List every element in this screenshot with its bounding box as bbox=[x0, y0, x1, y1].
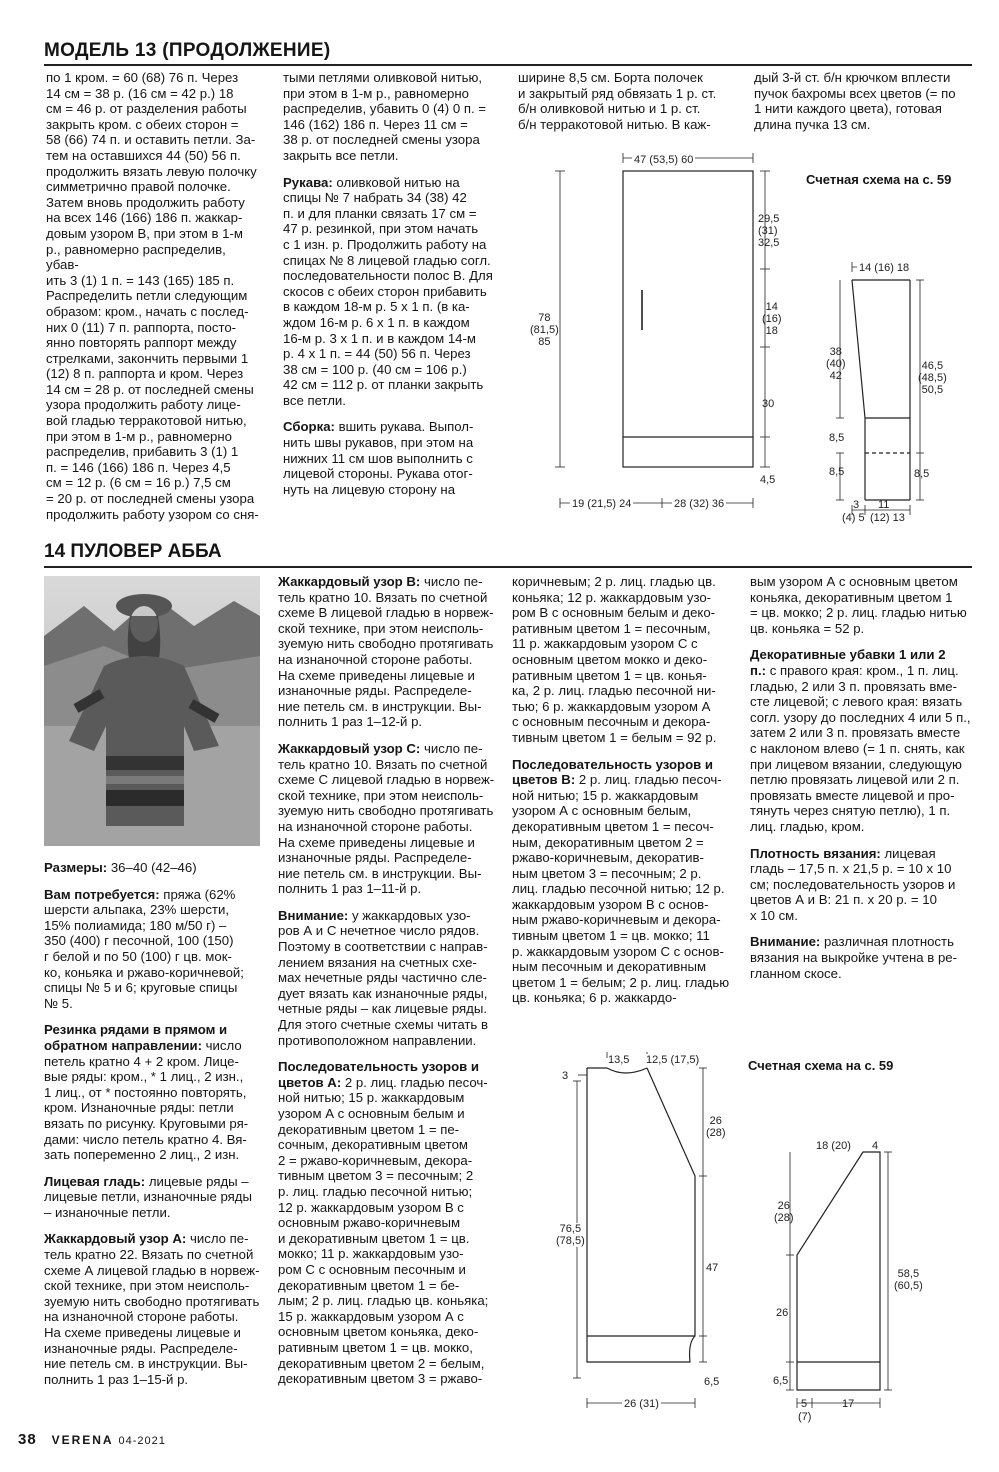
diag4-left-2: 26 bbox=[776, 1307, 789, 1319]
issue-number: 04-2021 bbox=[118, 1435, 166, 1447]
sleeve-pattern-diagram-top bbox=[820, 255, 930, 525]
jacquard-a-text: число пе- тель кратно 22. Вязать по счетной схеме А лицевой гладью в норвеж- ской технике, при этом неисполь- зуемую нить свободно протягивать на изнаночной стороне работы. На схеме приведены лицевые и изнаночные ряды. Распределе- ние петель см. в инструкции. Вы- полнить 1 раз 1–15-й р. bbox=[44, 1231, 260, 1387]
diag1-top-width: 47 (53,5) 60 bbox=[634, 154, 694, 166]
diag4-right: 58,5 (60,5) bbox=[894, 1268, 923, 1292]
diag2-right: 46,5 (48,5) 50,5 bbox=[918, 360, 947, 396]
sequence-b-heading: Последовательность узоров и цветов В: bbox=[512, 756, 714, 788]
model-photo-illustration bbox=[44, 576, 260, 846]
diag3-top-1: 3 bbox=[562, 1070, 569, 1082]
decreases-paragraph bbox=[750, 647, 972, 834]
sequence-a-continued: коричневым; 2 р. лиц. гладью цв. коньяка; 12 р. жаккардовым узо- ром В с основным белым и деко- ративным цветом 1 = песочным, 11 р. жаккардовым узором С с основным цветом мокко и деко- ративным цветом 1 = цв. конья- ка, 2 р. лиц. гладью песочной ни- тью; 6 р. жаккардовым узором А с основным песочным и декора- тивным цветом 1 = белым = 92 р. bbox=[512, 574, 717, 745]
diag3-top-3: 12,5 (17,5) bbox=[646, 1054, 700, 1066]
magazine-name: VERENA bbox=[51, 1433, 114, 1447]
diag2-bottom-2-sub: (12) 13 bbox=[870, 512, 905, 524]
schema-reference-bottom: Счетная схема на с. 59 bbox=[748, 1058, 894, 1073]
materials-text: пряжа (62% шерсти альпака, 23% шерсти, 15% полиамида; 180 м/50 г) – 350 (400) г песочной, 100 (150) г белой и по 50 (100) г цв. мок- ко, коньяка и ржаво-коричневой; спицы № 5 и 6; круговые спицы № 5. bbox=[44, 886, 244, 1011]
sequence-a-paragraph bbox=[278, 1059, 500, 1386]
section-title-pullover: 14 ПУЛОВЕР АББА bbox=[44, 541, 222, 562]
jacquard-b-paragraph bbox=[278, 574, 500, 730]
diag2-bottom-2: 11 bbox=[878, 499, 890, 511]
bottom-column-4 bbox=[750, 574, 972, 992]
page-number: 38 bbox=[18, 1431, 37, 1448]
schema-reference-top: Счетная схема на с. 59 bbox=[806, 172, 952, 187]
density-text: лицевая гладь – 17,5 п. х 21,5 р. = 10 х 10 см; последовательность узоров и цветов А и В: 21 п. х 20 р. = 10 х 10 см. bbox=[750, 845, 956, 923]
diag3-right-3: 6,5 bbox=[704, 1376, 720, 1388]
rib-heading: Резинка рядами в прямом и обратном направлении: bbox=[44, 1022, 228, 1053]
top-col1-text: по 1 кром. = 60 (68) 76 п. Через 14 см = 38 р. (16 см = 42 р.) 18 см = 46 р. от разделения работы закрыть кром. с обеих сторон = 58 (66) 74 п. и оставить петли. За- тем на оставшихся 44 (50) 56 п. продолжить вязать левую полочку симметрично правой полочке. Затем вновь продолжить работу на всех 146 (166) 186 п. жаккар- довым узором В, при этом в 1-м р., равномерно распределив, убав- ить 3 (1) 1 п. = 143 (165) 185 п. Распределить петли следующим образом: кром., начать с послед- них 0 (11) 7 п. раппорта, посто- янно повторять раппорт между стрелками, закончить первыми 1 (12) 8 п. раппорта и кром. Через 14 см = 28 р. от последней смены узора продолжить работу лице- вой гладью терракотовой нитью, при этом в 1-м р., равномерно распределив, прибавить 3 (1) 1 п. = 146 (166) 186 п. Через 4,5 см = 12 р. (6 см = 16 р.) 7,5 см = 20 р. от последней смены узора продолжить работу узором со сня- bbox=[46, 70, 259, 522]
diag1-bottom-1: 19 (21,5) 24 bbox=[572, 498, 632, 510]
top-column-3 bbox=[518, 70, 740, 143]
diag2-left: 38 (40) 42 bbox=[826, 346, 846, 382]
diag1-right-4: 4,5 bbox=[760, 474, 776, 486]
diag4-bottom-1-sub: (7) bbox=[798, 1411, 812, 1423]
footer bbox=[18, 1431, 166, 1448]
bottom-column-2 bbox=[278, 574, 500, 1398]
assembly-heading: Сборка: bbox=[283, 419, 335, 435]
stockinette-paragraph bbox=[44, 1174, 266, 1221]
top-col4-text: дый 3-й ст. б/н крючком вплести пучок бахромы всех цветов (= по 1 нити каждого цвета), готовая длина пучка 13 см. bbox=[754, 70, 956, 132]
diag1-right-1: 29,5 (31) 32,5 bbox=[758, 213, 780, 249]
density-heading: Плотность вязания: bbox=[750, 845, 881, 861]
diag3-right-2: 47 bbox=[706, 1262, 719, 1274]
attention-2-heading: Внимание: bbox=[750, 934, 821, 950]
diag2-bottom-1-sub: (4) 5 bbox=[842, 512, 865, 524]
stockinette-heading: Лицевая гладь: bbox=[44, 1173, 146, 1189]
diag1-bottom-2: 28 (32) 36 bbox=[674, 498, 725, 510]
top-col3-text: ширине 8,5 см. Борта полочек и закрытый ряд обвязать 1 р. ст. б/н оливковой нитью и 1 р. ст. б/н терракотовой нитью. В каж- bbox=[518, 70, 717, 132]
header-rule bbox=[44, 64, 972, 66]
decreases-text: с правого края: кром., 1 п. лиц. гладью, 2 или 3 п. провязать вме- сте лицевой; с левого края: вязать согл. узору до последних 4 или 5 п., затем 2 или 3 п. провязать вместе с наклоном влево (= 1 п. снять, как при лицевом вязании, следующую петлю провязать лицевой или 2 п. провязать вместе лицевой и про- тянуть через снятую петлю), 1 п. лиц. гладью, кром. bbox=[750, 662, 971, 834]
body-pattern-diagram bbox=[520, 140, 790, 530]
sizes-heading: Размеры: bbox=[44, 860, 108, 875]
jacquard-c-paragraph bbox=[278, 741, 500, 897]
diag2-right-1: 8,5 bbox=[914, 468, 930, 480]
top-col2-text-a: тыми петлями оливковой нитью, при этом в 1-м р., равномерно распределив, убавить 0 (4) 0 п. = 146 (162) 186 п. Через 11 см = 38 р. от последней смены узора закрыть все петли. bbox=[283, 70, 486, 163]
attention-paragraph bbox=[278, 908, 500, 1048]
sizes-text: 36–40 (42–46) bbox=[107, 860, 197, 875]
attention-2-paragraph bbox=[750, 934, 972, 981]
bottom-column-1 bbox=[44, 860, 266, 1398]
diag3-right-1: 26 (28) bbox=[706, 1115, 726, 1139]
sequence-b-continued: вым узором А с основным цветом коньяка, декоративным цветом 1 = цв. мокко; 2 р. лиц. гладью нитью цв. коньяка = 52 р. bbox=[750, 574, 967, 636]
assembly-text: вшить рукава. Выпол- нить швы рукавов, при этом на нижних 11 см шов выполнить с лицевой стороны. Рукава отог- нуть на лицевую сторону на bbox=[283, 419, 474, 497]
assembly-paragraph bbox=[283, 419, 498, 497]
jacquard-b-text: число пе- тель кратно 10. Вязать по счетной схеме В лицевой гладью в норвеж- ской технике, при этом неисполь- зуемую нить свободно протягивать на изнаночной стороне работы. На схеме приведены лицевые и изнаночные ряды. Распределе- ние петель см. в инструкции. Вы- полнить 1 раз 1–12-й р. bbox=[278, 574, 494, 730]
sizes-paragraph bbox=[44, 860, 266, 876]
model-photo bbox=[44, 576, 260, 846]
section-rule bbox=[44, 566, 972, 568]
diag2-left-1: 8,5 bbox=[829, 432, 845, 444]
diag3-bottom: 26 (31) bbox=[624, 1398, 659, 1410]
diag2-left-2: 8,5 bbox=[829, 466, 845, 478]
rib-paragraph bbox=[44, 1022, 266, 1162]
sleeves-paragraph bbox=[283, 175, 498, 409]
sleeves-text: оливковой нитью на спицы № 7 набрать 34 (38) 42 п. и для планки связать 17 см = 47 р. резинкой, при этом начать с 1 изн. р. Продолжить работу на спицах № 8 лицевой гладью согл. последовательности полос В. Для скосов с обеих сторон прибавить в каждом 18-м р. 5 х 1 п. (в ка- ждом 16-м р. 6 х 1 п. в каждом 16-м р. 3 х 1 п. и в каждом 14-м р. 4 х 1 п. = 44 (50) 56 п. Через 38 см = 100 р. (40 см = 106 р.) 42 см = 112 р. от планки закрыть все петли. bbox=[283, 174, 493, 408]
diag3-top-2: 13,5 bbox=[608, 1054, 630, 1066]
top-column-2 bbox=[283, 70, 498, 508]
jacquard-c-heading: Жаккардовый узор С: bbox=[278, 740, 421, 756]
sequence-b-paragraph bbox=[512, 757, 734, 1007]
jacquard-c-text: число пе- тель кратно 10. Вязать по счетной схеме С лицевой гладью в норвеж- ской технике, при этом неисполь- зуемую нить свободно протягивать на изнаночной стороне работы. На схеме приведены лицевые и изнаночные ряды. Распределе- ние петель см. в инструкции. Вы- полнить 1 раз 1–11-й р. bbox=[278, 740, 495, 897]
diag2-top: 14 (16) 18 bbox=[859, 262, 910, 274]
bottom-column-3 bbox=[512, 574, 734, 1017]
jacquard-a-paragraph bbox=[44, 1231, 266, 1387]
attention-heading: Внимание: bbox=[278, 907, 349, 923]
materials-heading: Вам потребуется: bbox=[44, 886, 160, 902]
stockinette-text: лицевые ряды – лицевые петли, изнаночные ряды – изнаночные петли. bbox=[44, 1173, 252, 1220]
diag4-top-1: 18 (20) bbox=[816, 1140, 851, 1152]
page-header-title: МОДЕЛЬ 13 (ПРОДОЛЖЕНИЕ) bbox=[44, 40, 331, 61]
density-paragraph bbox=[750, 846, 972, 924]
diag4-left-1: 26 (28) bbox=[774, 1200, 794, 1224]
sleeves-heading: Рукава: bbox=[283, 174, 333, 190]
diag2-bottom-1: 3 bbox=[853, 499, 860, 511]
sequence-a-text: 2 р. лиц. гладью песоч- ной нитью; 15 р. жаккардовым узором А с основным белым и декоративным цветом 1 = пе- сочным, декоративным цветом 2 = ржаво-коричневым, декора- тивным цветом 3 = песочным; 2 р. лиц. гладью песочной нитью; 12 р. жаккардовым узором В с основным ржаво-коричневым и декоративным цветом 1 = цв. мокко; 11 р. жаккардовым узо- ром С с основным песочным и декоративным цветом 1 = бе- лым; 2 р. лиц. гладью цв. коньяка; 15 р. жаккардовым узором А с основным цветом коньяка, деко- ративным цветом 1 = цв. мокко, декоративным цветом 2 = белым, декоративным цветом 3 = ржаво- bbox=[278, 1074, 489, 1387]
rib-text: число петель кратно 4 + 2 кром. Лице- вые ряды: кром., * 1 лиц., 2 изн., 1 лиц., от * постоянно повторять, кром. Изнаночные ряды: петли вязать по рисунку. Круговыми ря- дами: число петель кратно 4. Вя- зать попеременно 2 лиц., 2 изн. bbox=[44, 1037, 249, 1163]
attention-text: у жаккардовых узо- ров А и С нечетное число рядов. Поэтому в соответствии с направ- лением вязания на счетных схе- мах нечетные ряды частично сле- дует вязать как изнаночные ряды, четные ряды – как лицевые ряды. Для этого счетные схемы читать в противоположном направлении. bbox=[278, 907, 488, 1048]
diag4-bottom-2: 17 bbox=[842, 1398, 855, 1410]
sequence-b-text: 2 р. лиц. гладью песоч- ной нитью; 15 р. жаккардовым узором А с основным белым, декоративным цветом 1 = песоч- ным, декоративным цветом 2 = ржаво-коричневым, декоратив- ным цветом 3 = песочным; 2 р. лиц. гладью песочной нитью; 12 р. жаккардовым узором В с основ- ным ржаво-коричневым и декора- тивным цветом 1 = цв. мокко; 11 р. жаккардовым узором С с основ- ным песочным и декоративным цветом 1 = белым; 2 р. лиц. гладью цв. коньяка; 6 р. жаккардо- bbox=[512, 772, 730, 1006]
diag1-left-height: 78 (81,5) 85 bbox=[530, 312, 559, 348]
attention-2-text: различная плотность вязания на выкройке учтена в ре- гланном скосе. bbox=[750, 934, 958, 981]
top-column-1 bbox=[46, 70, 261, 533]
diag4-top-2: 4 bbox=[872, 1140, 879, 1152]
decreases-heading: Декоративные убавки 1 или 2 п.: bbox=[750, 647, 946, 678]
materials-paragraph bbox=[44, 887, 266, 1012]
diag1-right-3: 30 bbox=[762, 398, 775, 410]
sequence-a-heading: Последовательность узоров и цветов А: bbox=[278, 1059, 480, 1090]
jacquard-b-heading: Жаккардовый узор В: bbox=[278, 574, 421, 589]
diag1-right-2: 14 (16) 18 bbox=[762, 301, 782, 337]
jacquard-a-heading: Жаккардовый узор А: bbox=[44, 1231, 187, 1247]
top-column-4 bbox=[754, 70, 974, 143]
diag4-bottom-1: 5 bbox=[801, 1398, 808, 1410]
diag3-left: 76,5 (78,5) bbox=[556, 1223, 585, 1247]
diag4-left-3: 6,5 bbox=[773, 1375, 789, 1387]
